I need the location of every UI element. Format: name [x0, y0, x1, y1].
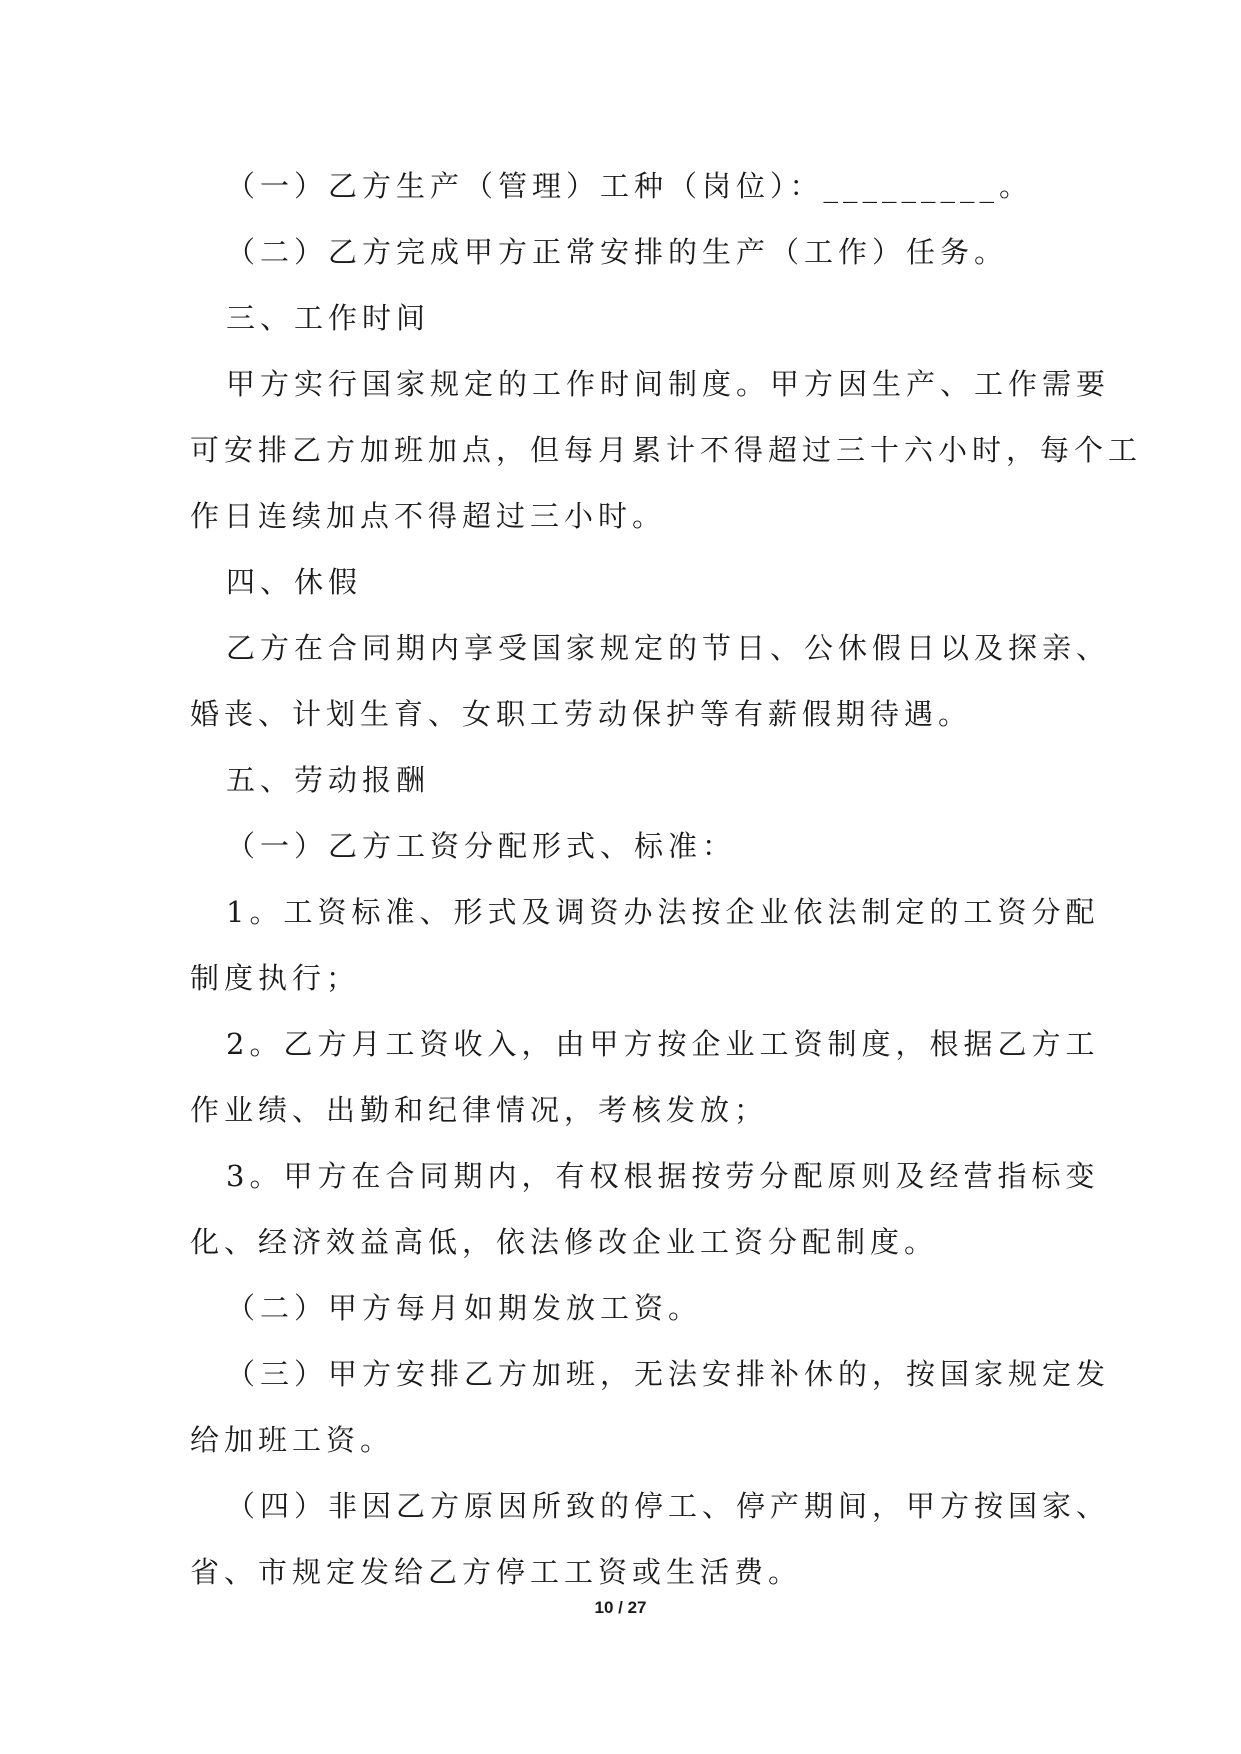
clause-line: （一）乙方生产（管理）工种（岗位）：_________。	[226, 169, 1034, 203]
paragraph-line: 化、经济效益高低，依法修改企业工资分配制度。	[190, 1225, 939, 1259]
paragraph-line: 可安排乙方加班加点，但每月累计不得超过三十六小时，每个工	[190, 433, 1143, 467]
paragraph-line: 制度执行；	[190, 961, 361, 995]
clause-line: （一）乙方工资分配形式、标准：	[226, 829, 737, 863]
clause-line: （四）非因乙方原因所致的停工、停产期间，甲方按国家、	[226, 1489, 1111, 1523]
paragraph-line: 2。乙方月工资收入，由甲方按企业工资制度，根据乙方工	[226, 1027, 1100, 1061]
paragraph-line: 省、市规定发给乙方停工工资或生活费。	[190, 1555, 803, 1589]
paragraph-line: 1。工资标准、形式及调资办法按企业依法制定的工资分配	[226, 895, 1100, 929]
paragraph-line: 3。甲方在合同期内，有权根据按劳分配原则及经营指标变	[226, 1159, 1100, 1193]
clause-line: （二）乙方完成甲方正常安排的生产（工作）任务。	[226, 235, 1009, 269]
section-heading: 三、工作时间	[226, 301, 431, 335]
page-number: 10 / 27	[594, 1598, 647, 1617]
clause-line: （二）甲方每月如期发放工资。	[226, 1291, 703, 1325]
contract-body	[190, 153, 1143, 1605]
paragraph-line: 给加班工资。	[190, 1423, 395, 1457]
section-heading: 四、休假	[226, 565, 363, 599]
clause-line: （三）甲方安排乙方加班，无法安排补休的，按国家规定发	[226, 1357, 1111, 1391]
paragraph-line: 乙方在合同期内享受国家规定的节日、公休假日以及探亲、	[226, 631, 1111, 665]
paragraph-line: 作业绩、出勤和纪律情况，考核发放；	[190, 1093, 769, 1127]
paragraph-line: 婚丧、计划生育、女职工劳动保护等有薪假期待遇。	[190, 697, 973, 731]
paragraph-line: 作日连续加点不得超过三小时。	[190, 499, 667, 533]
paragraph-line: 甲方实行国家规定的工作时间制度。甲方因生产、工作需要	[226, 367, 1111, 401]
section-heading: 五、劳动报酬	[226, 763, 431, 797]
